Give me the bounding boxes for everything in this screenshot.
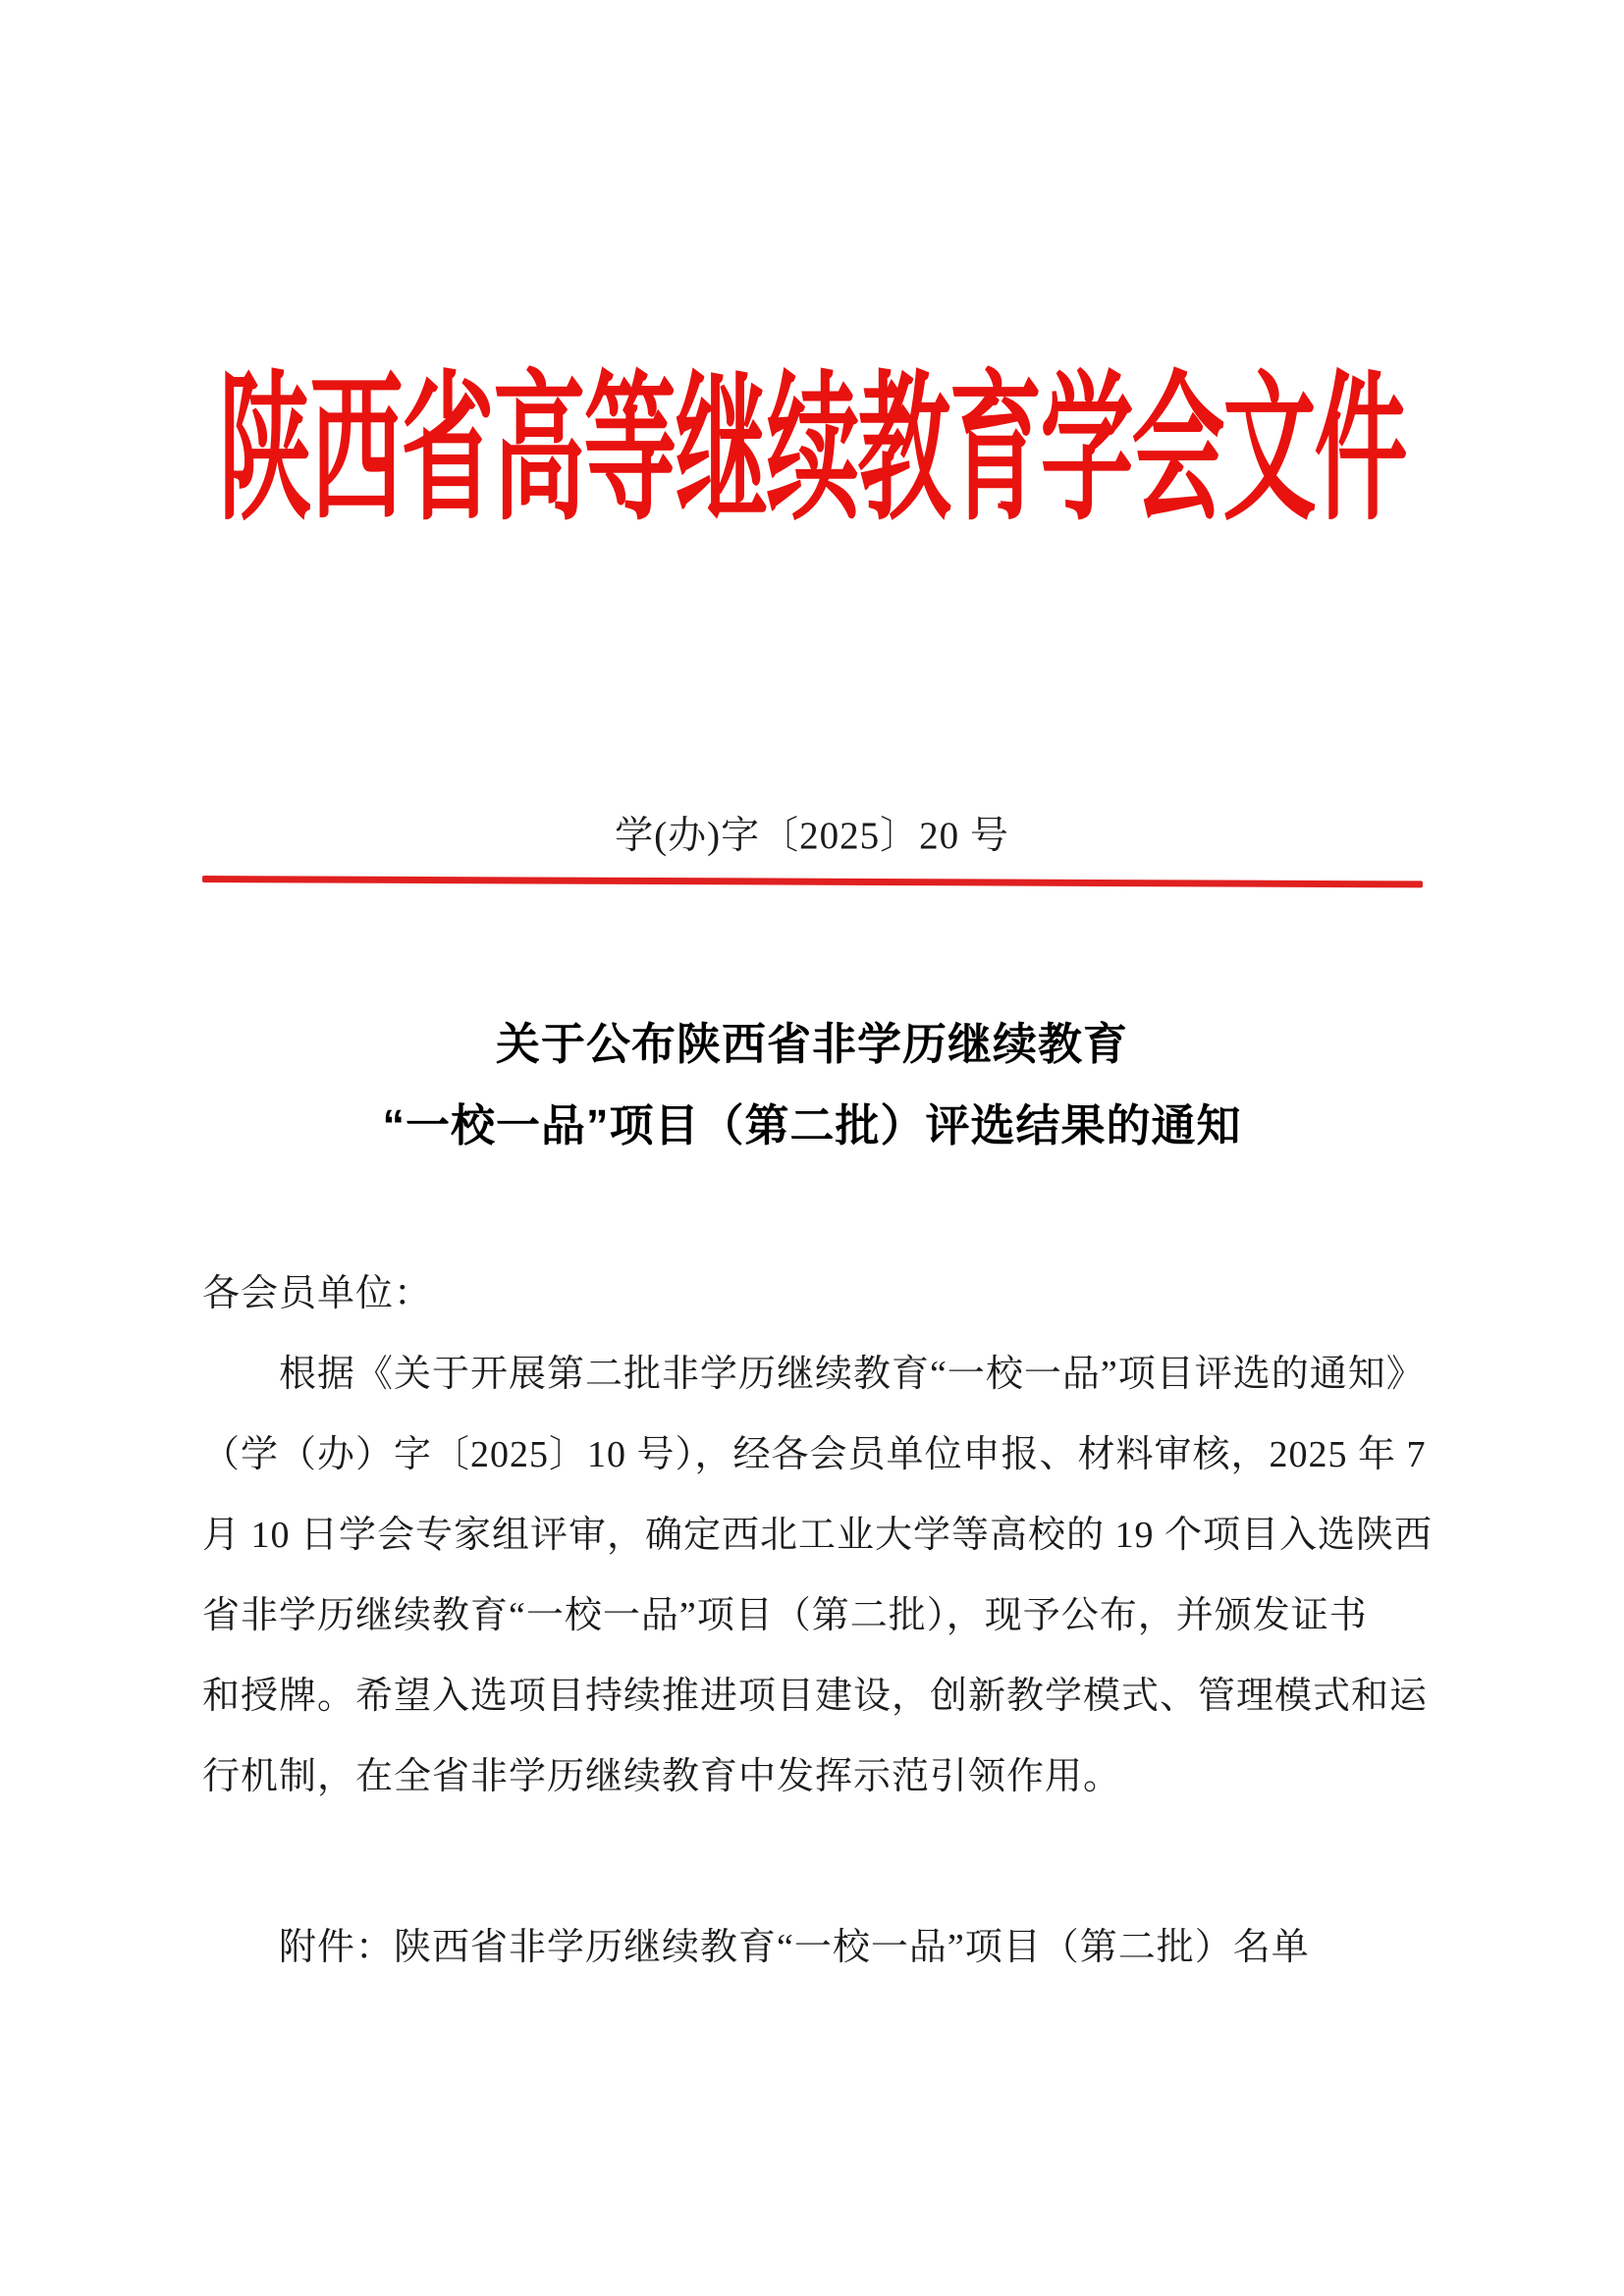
salutation: 各会员单位： <box>202 1273 433 1314</box>
letterhead <box>0 346 1624 540</box>
document-number: 学(办)字〔2025〕20 号 <box>615 815 1009 857</box>
main-paragraph <box>202 1334 1498 1817</box>
paragraph-line: （学（办）字〔2025〕10 号），经各会员单位申报、材料审核，2025 年 7 <box>202 1434 1427 1475</box>
notice-title-line2: “一校一品”项目（第二批）评选结果的通知 <box>382 1100 1242 1150</box>
notice-title-line1: 关于公布陕西省非学历继续教育 <box>495 1019 1128 1069</box>
paragraph-line: 行机制，在全省非学历继续教育中发挥示范引领作用。 <box>202 1756 1122 1797</box>
attachment-line: 附件：陕西省非学历继续教育“一校一品”项目（第二批）名单 <box>279 1927 1310 1968</box>
paragraph-line: 省非学历继续教育“一校一品”项目（第二批），现予公布，并颁发证书 <box>202 1595 1368 1636</box>
notice-body <box>202 1254 1498 1988</box>
paragraph-line: 月 10 日学会专家组评审，确定西北工业大学等高校的 19 个项目入选陕西 <box>202 1515 1434 1556</box>
notice-title <box>0 1003 1624 1166</box>
letterhead-org-title: 陕西省高等继续教育学会文件 <box>218 360 1406 540</box>
red-divider-rule <box>202 876 1423 887</box>
paragraph-line: 根据《关于开展第二批非学历继续教育“一校一品”项目评选的通知》 <box>279 1354 1425 1395</box>
paragraph-line: 和授牌。希望入选项目持续推进项目建设，创新教学模式、管理模式和运 <box>202 1676 1429 1717</box>
